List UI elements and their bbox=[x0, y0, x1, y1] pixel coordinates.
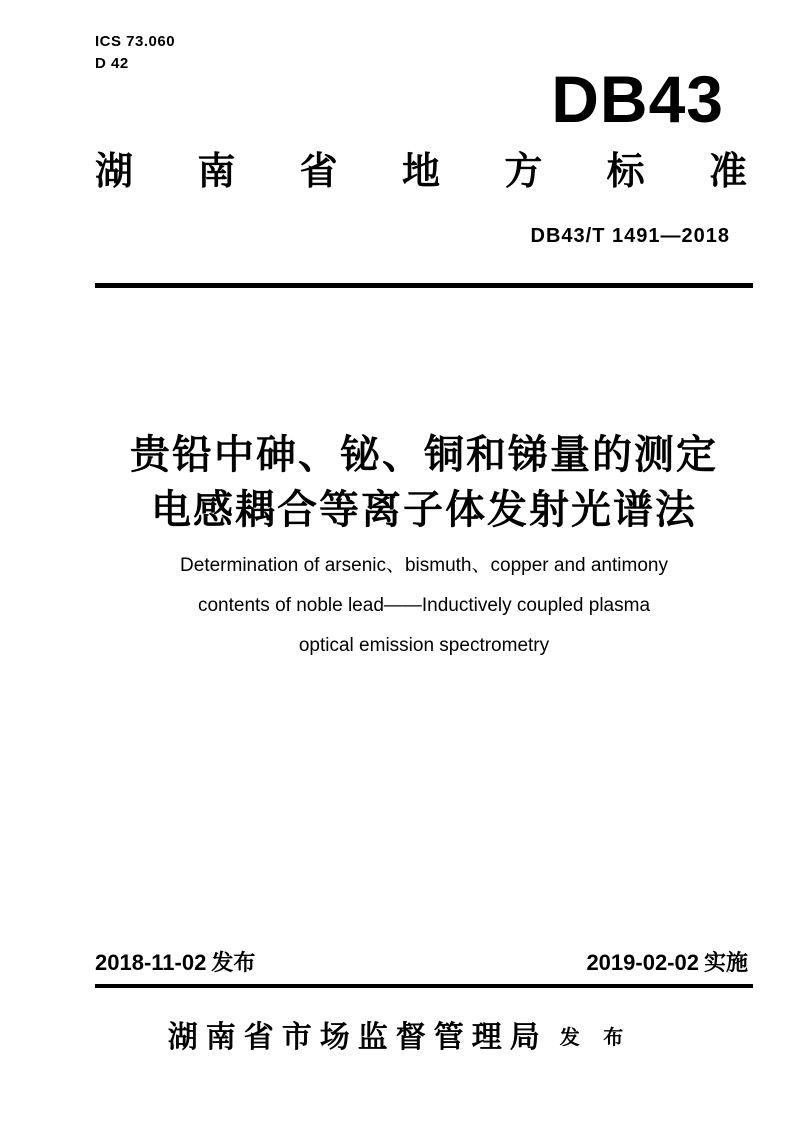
publisher-row bbox=[0, 1020, 800, 1056]
publish-label: 发 布 bbox=[559, 1027, 633, 1049]
db43-logo: DB43 bbox=[551, 62, 724, 136]
ics-classification-block bbox=[95, 31, 175, 75]
doc-number: DB43/T 1491—2018 bbox=[530, 225, 730, 247]
issue-date-label: 发布 bbox=[211, 950, 256, 975]
issue-date: 2018-11-02 bbox=[95, 950, 207, 975]
title-english-line-1: Determination of arsenic、bismuth、copper and antimony bbox=[180, 555, 668, 576]
title-chinese-line-1: 贵铅中砷、铋、铜和锑量的测定 bbox=[130, 433, 718, 477]
title-english bbox=[95, 546, 753, 666]
implementation-date-cell bbox=[586, 949, 748, 977]
implementation-date-label: 实施 bbox=[703, 950, 748, 975]
dates-row bbox=[95, 949, 748, 977]
issue-date-cell bbox=[95, 949, 255, 977]
publisher-name: 湖南省市场监督管理局 bbox=[167, 1021, 548, 1054]
title-chinese bbox=[95, 428, 753, 538]
top-divider-rule bbox=[95, 283, 753, 288]
title-english-line-2: contents of noble lead——Inductively coupled plasma bbox=[197, 595, 651, 616]
title-chinese-line-2: 电感耦合等离子体发射光谱法 bbox=[151, 488, 697, 532]
doc-class-code: D 42 bbox=[95, 55, 129, 72]
title-english-line-3: optical emission spectrometry bbox=[298, 635, 550, 656]
standard-type-title: 湖 南 省 地 方 标 准 bbox=[95, 151, 747, 193]
ics-code: ICS 73.060 bbox=[95, 33, 176, 50]
bottom-divider-rule bbox=[95, 984, 753, 988]
implementation-date: 2019-02-02 bbox=[586, 950, 699, 975]
